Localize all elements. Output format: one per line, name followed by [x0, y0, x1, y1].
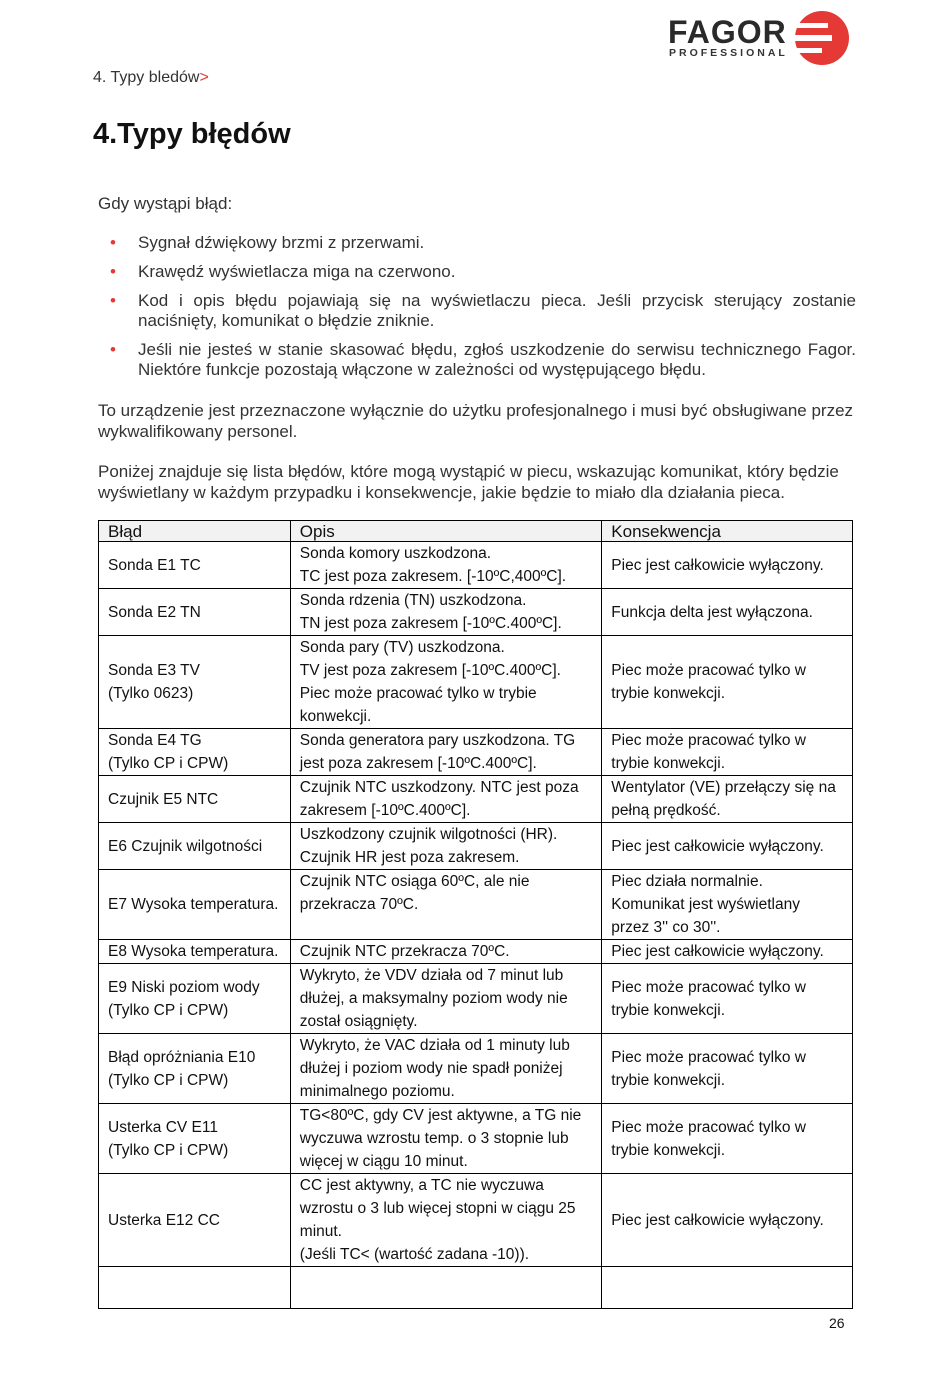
cell-line: Piec może pracować tylko w: [611, 662, 806, 679]
table-row: [99, 729, 853, 776]
error-cell: [99, 542, 291, 589]
bullet-list: [110, 233, 856, 389]
cell-line: Piec działa normalnie.: [611, 873, 763, 890]
cell-line: przekracza 70ºC.: [299, 896, 419, 913]
cell-line: E9 Niski poziom wody: [108, 978, 260, 996]
breadcrumb: [93, 69, 209, 87]
cell-line: został osiągnięty.: [299, 1013, 418, 1030]
table-row: [99, 823, 853, 870]
description-cell: [290, 1174, 602, 1267]
cell-line: Piec jest całkowicie wyłączony.: [611, 556, 824, 574]
table-body: [99, 542, 853, 1309]
cell-line: Wykryto, że VDV działa od 7 minut lub: [299, 967, 564, 984]
table-row: [99, 964, 853, 1034]
consequence-cell: [602, 776, 853, 823]
error-table: [98, 520, 853, 1309]
cell-line: TC jest poza zakresem. [-10ºC,400ºC].: [299, 568, 567, 585]
description-cell: [290, 1034, 602, 1104]
cell-line: Piec jest całkowicie wyłączony.: [611, 837, 824, 855]
cell-line: dłużej i poziom wody nie spadł poniżej: [299, 1060, 563, 1077]
table-row: [99, 542, 853, 589]
consequence-cell: [602, 940, 853, 964]
cell-line: Uszkodzony czujnik wilgotności (HR).: [299, 826, 558, 843]
table-row: [99, 776, 853, 823]
cell-line: Sonda E1 TC: [108, 556, 201, 574]
error-cell: [99, 940, 291, 964]
bullet-icon: •: [110, 233, 116, 252]
cell-line: Sonda E2 TN: [108, 603, 201, 621]
cell-line: Czujnik E5 NTC: [108, 790, 219, 808]
cell-line: Sonda E4 TG: [108, 732, 202, 749]
bullet-icon: •: [110, 340, 116, 359]
cell-line: trybie konwekcji.: [611, 755, 726, 772]
cell-line: więcej w ciągu 10 minut.: [299, 1153, 468, 1170]
logo-word: FAGOR: [668, 14, 787, 50]
cell-line: trybie konwekcji.: [611, 1071, 726, 1089]
error-cell: [99, 964, 291, 1034]
cell-line: Czujnik NTC uszkodzony. NTC jest poza: [299, 779, 579, 796]
cell-line: Błąd opróżniania E10: [108, 1048, 256, 1066]
error-cell: [99, 823, 291, 870]
error-cell: [99, 1267, 291, 1309]
cell-line: Piec może pracować tylko w: [611, 1048, 806, 1066]
cell-line: dłużej, a maksymalny poziom wody nie: [299, 990, 568, 1007]
cell-line: jest poza zakresem [-10ºC.400ºC].: [299, 755, 537, 772]
description-cell: [290, 870, 602, 940]
cell-line: pełną prędkość.: [611, 802, 721, 819]
bullet-text: Krawędź wyświetlacza miga na czerwono.: [138, 262, 456, 281]
cell-line: Piec może pracować tylko w: [611, 1118, 806, 1136]
error-cell: [99, 729, 291, 776]
table-row: [99, 589, 853, 636]
table-row: [99, 1267, 853, 1309]
cell-line: Wentylator (VE) przełączy się na: [611, 779, 836, 796]
description-cell: [290, 823, 602, 870]
cell-line: (Tylko CP i CPW): [108, 1071, 229, 1089]
description-cell: [290, 636, 602, 729]
cell-line: Usterka CV E11: [108, 1118, 218, 1136]
list-intro-paragraph: Poniżej znajduje się lista błędów, które mogą wystąpić w piecu, wskazując komunikat, który będzie wyświetlany w każdym przypadku i konsekwencje, jakie będzie to miało dla działania pieca.: [98, 462, 839, 502]
cell-line: E7 Wysoka temperatura.: [108, 896, 279, 913]
fagor-logo: [668, 8, 858, 70]
cell-line: minimalnego poziomu.: [299, 1083, 455, 1100]
consequence-cell: [602, 729, 853, 776]
cell-line: Piec może pracować tylko w trybie: [299, 685, 537, 702]
consequence-cell: [602, 870, 853, 940]
cell-line: CC jest aktywny, a TC nie wyczuwa: [299, 1177, 544, 1194]
cell-line: Sonda generatora pary uszkodzona. TG: [299, 732, 576, 749]
bullet-item: [110, 340, 856, 380]
cell-line: zakresem [-10ºC.400ºC].: [299, 802, 471, 819]
error-cell: [99, 776, 291, 823]
cell-line: E8 Wysoka temperatura.: [108, 943, 279, 960]
cell-line: TG<80ºC, gdy CV jest aktywne, a TG nie: [299, 1107, 582, 1124]
bullet-text: Sygnał dźwiękowy brzmi z przerwami.: [138, 233, 425, 252]
cell-line: Piec może pracować tylko w: [611, 732, 806, 749]
cell-line: Piec może pracować tylko w: [611, 978, 806, 996]
description-cell: [290, 964, 602, 1034]
description-cell: [290, 589, 602, 636]
consequence-cell: [602, 636, 853, 729]
cell-line: Komunikat jest wyświetlany: [611, 896, 800, 913]
bullet-item: [110, 233, 856, 253]
page-title: 4.Typy błędów: [93, 118, 291, 150]
cell-line: (Tylko CP i CPW): [108, 1001, 229, 1019]
breadcrumb-text: 4. Typy bledów: [93, 69, 200, 86]
cell-line: minut.: [299, 1223, 342, 1240]
cell-line: Czujnik NTC osiąga 60ºC, ale nie: [299, 873, 530, 890]
table-row: [99, 1104, 853, 1174]
table-row: [99, 1174, 853, 1267]
cell-line: Sonda komory uszkodzona.: [299, 545, 492, 562]
bullet-icon: •: [110, 262, 116, 281]
cell-line: (Tylko CP i CPW): [108, 755, 229, 772]
error-cell: [99, 636, 291, 729]
cell-line: TN jest poza zakresem [-10ºC.400ºC].: [299, 615, 562, 632]
error-cell: [99, 870, 291, 940]
consequence-cell: [602, 1174, 853, 1267]
error-cell: [99, 1174, 291, 1267]
column-header-description: Opis: [290, 521, 602, 542]
cell-line: Funkcja delta jest wyłączona.: [611, 603, 813, 621]
column-header-error: Błąd: [99, 521, 291, 542]
bullet-text: Kod i opis błędu pojawiają się na wyświetlaczu pieca. Jeśli przycisk sterujący zostanie naciśnięty, komunikat o błędzie zniknie.: [138, 291, 856, 330]
cell-line: Piec jest całkowicie wyłączony.: [611, 943, 824, 960]
bullet-item: [110, 262, 856, 282]
cell-line: trybie konwekcji.: [611, 1141, 726, 1159]
cell-line: E6 Czujnik wilgotności: [108, 837, 263, 855]
usage-paragraph: To urządzenie jest przeznaczone wyłącznie do użytku profesjonalnego i musi być obsługiwane przez wykwalifikowany personel.: [98, 401, 854, 441]
column-header-consequence: Konsekwencja: [602, 521, 853, 542]
intro-text: Gdy wystąpi błąd:: [98, 194, 233, 213]
bullet-item: [110, 291, 856, 331]
cell-line: konwekcji.: [299, 708, 372, 725]
cell-line: Sonda rdzenia (TN) uszkodzona.: [299, 592, 527, 609]
consequence-cell: [602, 1034, 853, 1104]
consequence-cell: [602, 964, 853, 1034]
consequence-cell: [602, 1104, 853, 1174]
description-cell: [290, 729, 602, 776]
description-cell: [290, 940, 602, 964]
fagor-logo-icon: [792, 8, 852, 68]
error-cell: [99, 1034, 291, 1104]
cell-line: TV jest poza zakresem [-10ºC.400ºC].: [299, 662, 561, 679]
cell-line: (Tylko 0623): [108, 685, 194, 702]
cell-line: przez 3'' co 30''.: [611, 919, 721, 936]
cell-line: Piec jest całkowicie wyłączony.: [611, 1211, 824, 1229]
cell-line: Sonda E3 TV: [108, 662, 200, 679]
bullet-text: Jeśli nie jesteś w stanie skasować błędu, zgłoś uszkodzenie do serwisu technicznego Fagor. Niektóre funkcje pozostają włączone w zależności od występującego błędu.: [138, 340, 856, 379]
consequence-cell: [602, 1267, 853, 1309]
cell-line: trybie konwekcji.: [611, 1001, 726, 1019]
table-row: [99, 636, 853, 729]
cell-line: Wykryto, że VAC działa od 1 minuty lub: [299, 1037, 570, 1054]
consequence-cell: [602, 589, 853, 636]
cell-line: wyczuwa wzrostu temp. o 3 stopnie lub: [299, 1130, 569, 1147]
cell-line: wzrostu o 3 lub więcej stopni w ciągu 25: [299, 1200, 576, 1217]
page-number: 26: [829, 1315, 845, 1331]
error-cell: [99, 1104, 291, 1174]
consequence-cell: [602, 823, 853, 870]
description-cell: [290, 1104, 602, 1174]
description-cell: [290, 776, 602, 823]
cell-line: Sonda pary (TV) uszkodzona.: [299, 639, 505, 656]
cell-line: trybie konwekcji.: [611, 685, 726, 702]
cell-line: Czujnik NTC przekracza 70ºC.: [299, 943, 510, 960]
bullet-icon: •: [110, 291, 116, 310]
description-cell: [290, 1267, 602, 1309]
cell-line: (Jeśli TC< (wartość zadana -10)).: [299, 1246, 530, 1263]
table-row: [99, 940, 853, 964]
cell-line: (Tylko CP i CPW): [108, 1141, 229, 1159]
description-cell: [290, 542, 602, 589]
cell-line: Usterka E12 CC: [108, 1211, 220, 1229]
cell-line: Czujnik HR jest poza zakresem.: [299, 849, 520, 866]
logo-subtitle: PROFESSIONAL: [669, 47, 788, 59]
table-header-row: [99, 521, 853, 542]
breadcrumb-separator: >: [199, 69, 209, 86]
table-row: [99, 870, 853, 940]
consequence-cell: [602, 542, 853, 589]
error-cell: [99, 589, 291, 636]
table-row: [99, 1034, 853, 1104]
